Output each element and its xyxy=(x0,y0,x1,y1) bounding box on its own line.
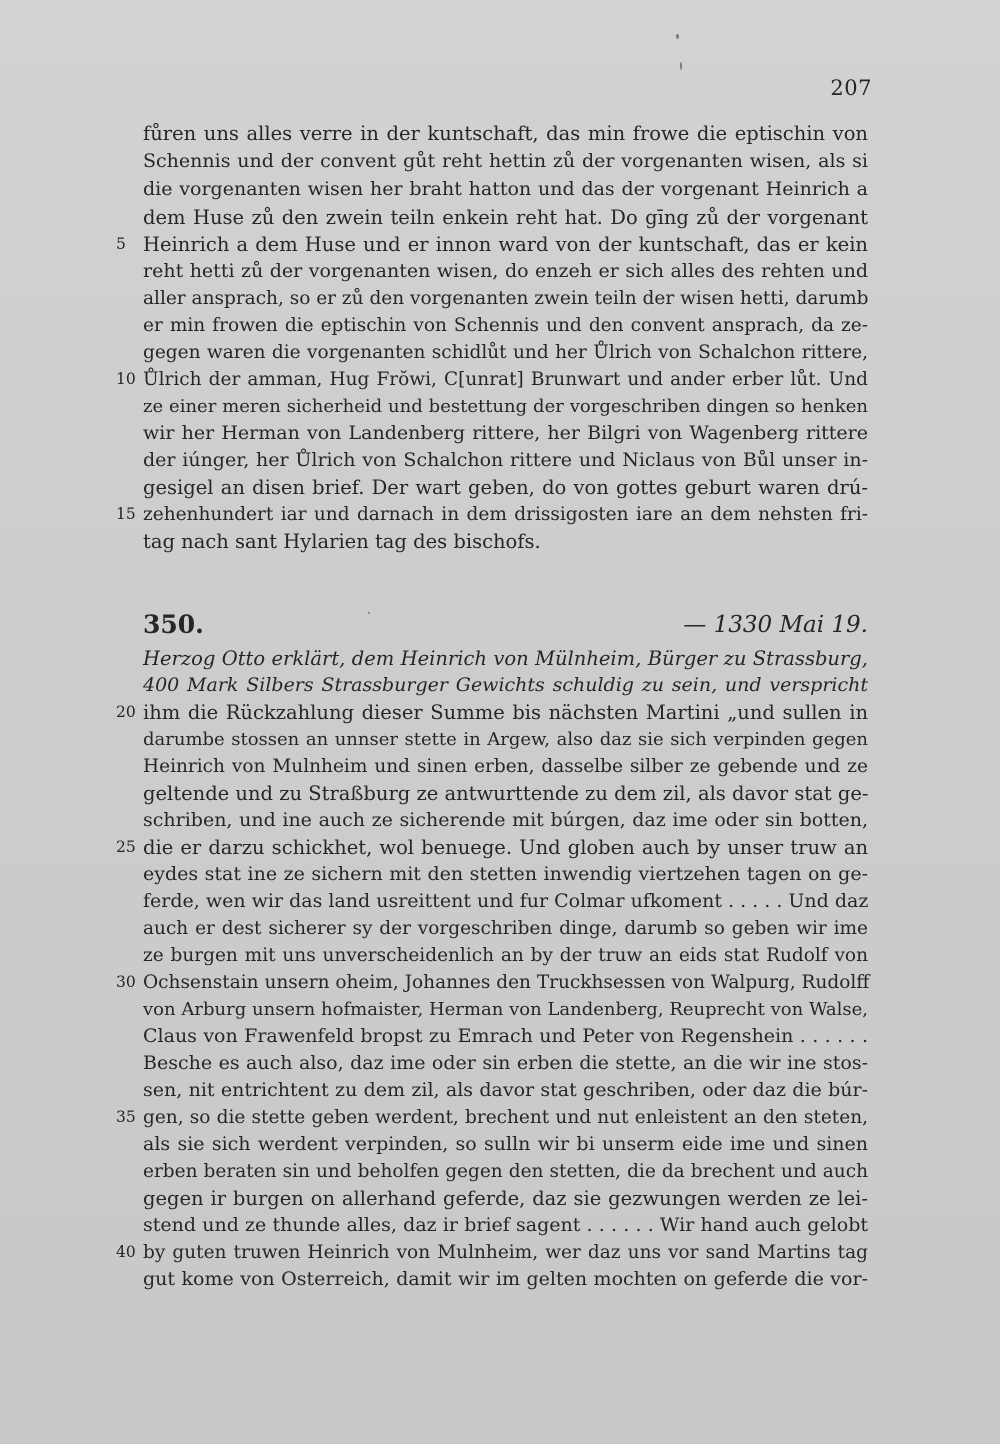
text-line: Schennis und der convent gůt reht hettin zů der vorgenanten wisen, als si xyxy=(143,150,868,172)
text-line: der iúnger, her Ůlrich von Schalchon rittere und Niclaus von Bůl unser in- xyxy=(143,449,868,471)
text-line: dem Huse zů den zwein teiln enkein reht hat. Do gīng zů der vorgenant xyxy=(143,206,868,229)
text-line: wir her Herman von Landenberg rittere, her Bilgri von Wagenberg rittere xyxy=(143,422,868,444)
text-line: gesigel an disen brief. Der wart geben, do von gottes geburt waren drú- xyxy=(143,476,868,499)
regest-line: ihm die Rückzahlung dieser Summe bis nächsten Martini „und sullen in xyxy=(143,701,868,724)
text-line: gegen ir burgen on allerhand geferde, daz sie gezwungen werden ze lei- xyxy=(143,1187,868,1210)
line-number: 5 xyxy=(116,235,126,253)
text-line: gut kome von Osterreich, damit wir im gelten mochten on geferde die vor- xyxy=(143,1268,868,1290)
regest-line: Herzog Otto erklärt, dem Heinrich von Mülnheim, Bürger zu Strassburg, xyxy=(143,647,868,670)
line-number: 20 xyxy=(116,703,136,721)
paper-speck xyxy=(680,62,682,70)
text-line: Heinrich von Mulnheim und sinen erben, dasselbe silber ze gebende und ze xyxy=(143,756,868,777)
text-line: die vorgenanten wisen her braht hatton und das der vorgenant Heinrich a xyxy=(143,178,868,200)
text-line: geltende und zu Straßburg ze antwurttende zu dem zil, als davor stat ge- xyxy=(143,782,869,805)
text-line: ferde, wen wir das land usreittent und fur Colmar ufkoment . . . . . Und daz xyxy=(143,890,869,912)
line-number: 35 xyxy=(116,1108,136,1126)
text-line: Besche es auch also, daz ime oder sin erben die stette, an die wir ine stos- xyxy=(143,1052,868,1074)
text-line: eydes stat ine ze sichern mit den stetten inwendig viertzehen tagen on ge- xyxy=(143,863,868,885)
text-line: gegen waren die vorgenanten schidlůt und her Ůlrich von Schalchon rittere, xyxy=(143,342,868,363)
document-date: — 1330 Mai 19. xyxy=(683,612,868,638)
line-number: 10 xyxy=(116,370,136,388)
text-line: zehenhundert iar und darnach in dem drissigosten iare an dem nehsten fri- xyxy=(143,504,868,525)
line-number: 40 xyxy=(116,1243,136,1261)
text-line: Claus von Frawenfeld bropst zu Emrach und Peter von Regenshein . . . . . . xyxy=(143,1025,868,1047)
text-line: stend und ze thunde alles, daz ir brief sagent . . . . . . Wir hand auch gelobt xyxy=(143,1214,868,1236)
text-line: von Arburg unsern hofmaister, Herman von Landenberg, Reuprecht von Walse, xyxy=(143,999,868,1020)
text-line: darumbe stossen an unnser stette in Argew, also daz sie sich verpinden gegen xyxy=(143,729,868,750)
line-number: 25 xyxy=(116,838,136,856)
text-line: erben beraten sin und beholfen gegen den stetten, die da brechent und auch xyxy=(143,1161,868,1182)
paper-speck xyxy=(676,34,679,39)
text-line: fůren uns alles verre in der kuntschaft, das min frowe die eptischin von xyxy=(143,122,868,145)
text-line: er min frowen die eptischin von Schennis und den convent ansprach, da ze- xyxy=(143,315,868,336)
text-line: die er darzu schickhet, wol benuege. Und globen auch by unser truw an xyxy=(143,836,868,859)
text-line: ze burgen mit uns unverscheidenlich an by der truw an eids stat Rudolf von xyxy=(143,945,868,966)
text-line: Ůlrich der amman, Hug Frŏwi, C[unrat] Brunwart und ander erber lůt. Und xyxy=(143,369,868,390)
text-line: auch er dest sicherer sy der vorgeschriben dinge, darumb so geben wir ime xyxy=(143,918,868,939)
page-number: 207 xyxy=(830,76,872,100)
paper-speck xyxy=(368,612,370,614)
text-line: Heinrich a dem Huse und er innon ward von der kuntschaft, das er kein xyxy=(143,233,868,256)
text-line: by guten truwen Heinrich von Mulnheim, wer daz uns vor sand Martins tag xyxy=(143,1242,868,1263)
text-line: als sie sich werdent verpinden, so sulln wir bi unserm eide ime und sinen xyxy=(143,1133,868,1155)
text-line: tag nach sant Hylarien tag des bischofs. xyxy=(143,530,541,553)
text-line: aller ansprach, so er zů den vorgenanten zwein teiln der wisen hetti, darumb xyxy=(143,288,869,309)
text-line: Ochsenstain unsern oheim, Johannes den Truckhsessen von Walpurg, Rudolff xyxy=(143,972,870,993)
text-line: sen, nit entrichtent zu dem zil, als davor stat geschriben, oder daz die búr- xyxy=(143,1079,868,1101)
document-number: 350. xyxy=(143,610,204,639)
text-line: ze einer meren sicherheid und bestettung der vorgeschriben dingen so henken xyxy=(143,396,868,417)
text-line: gen, so die stette geben werdent, brechent und nut enleistent an den steten, xyxy=(143,1107,868,1128)
line-number: 15 xyxy=(116,505,136,523)
regest-line: 400 Mark Silbers Strassburger Gewichts schuldig zu sein, und verspricht xyxy=(143,674,868,696)
text-line: schriben, und ine auch ze sicherende mit búrgen, daz ime oder sin botten, xyxy=(143,809,868,831)
document-heading xyxy=(143,610,868,642)
text-line: reht hetti zů der vorgenanten wisen, do enzeh er sich alles des rehten und xyxy=(143,260,868,282)
text-line xyxy=(143,699,868,726)
line-number: 30 xyxy=(116,973,136,991)
